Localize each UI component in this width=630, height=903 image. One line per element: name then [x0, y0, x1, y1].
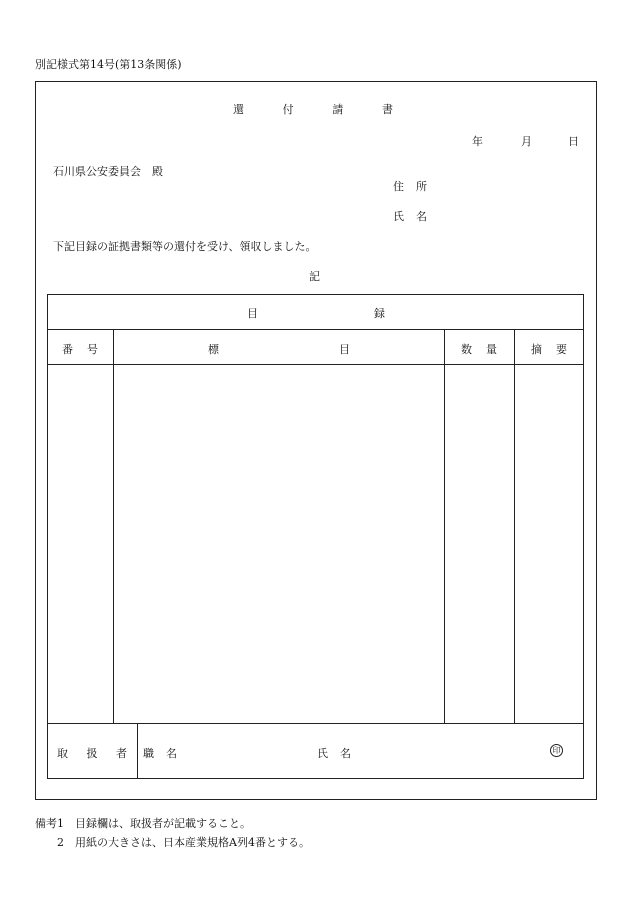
date-month: 月 [521, 135, 532, 148]
name-label [393, 208, 427, 224]
post-label-text-char: 名 [166, 747, 177, 760]
table-caption-text [247, 305, 385, 321]
inventory-table [47, 294, 584, 779]
form-title-text-char: 付 [282, 103, 294, 116]
column-item-text-char: 標 [208, 343, 219, 356]
handler-label [57, 745, 127, 761]
form-title-text-char: 請 [332, 103, 344, 116]
column-item-text [208, 341, 350, 357]
addressee: 石川県公安委員会 殿 [53, 165, 163, 178]
post-label-text [143, 745, 177, 761]
address-label [393, 178, 427, 194]
table-divider [47, 723, 584, 724]
receipt-statement: 下記目録の証拠書類等の還付を受け、領収しました。 [53, 240, 317, 253]
post-label-text-char: 職 [143, 747, 154, 760]
form-title-text [233, 101, 393, 117]
handler-name-label-text-char: 名 [340, 747, 351, 760]
column-header-quantity [461, 341, 497, 357]
form-header: 別記様式第14号(第13条関係) [35, 58, 182, 71]
date-day: 日 [568, 135, 579, 148]
form-title-text-char: 還 [233, 103, 244, 116]
form-title [233, 101, 393, 117]
address-label-text-char: 住 [393, 180, 404, 193]
column-remarks-text-char: 要 [556, 343, 567, 356]
column-quantity-text-char: 数 [461, 343, 472, 356]
column-header-number [62, 341, 98, 357]
column-header-item [208, 341, 350, 357]
note-1: 備考1 目録欄は、取扱者が記載すること。 [35, 817, 251, 830]
handler-name-label [317, 745, 351, 761]
column-number-text [62, 341, 98, 357]
column-divider [514, 329, 515, 723]
name-label-text [393, 208, 427, 224]
handler-name-label-text [317, 745, 351, 761]
name-label-text-char: 名 [416, 210, 427, 223]
address-label-text [393, 178, 427, 194]
column-remarks-text-char: 摘 [531, 343, 542, 356]
column-divider [137, 723, 138, 779]
address-label-text-char: 所 [416, 180, 427, 193]
column-remarks-text [531, 341, 567, 357]
column-number-text-char: 号 [87, 343, 98, 356]
handler-label-text-char: 者 [116, 747, 127, 760]
handler-label-text-char: 扱 [86, 747, 98, 760]
date-year: 年 [472, 135, 483, 148]
column-quantity-text-char: 量 [486, 343, 497, 356]
seal-mark: 印 [550, 744, 563, 757]
column-divider [113, 329, 114, 723]
table-divider [47, 329, 584, 330]
table-caption-text-char: 目 [247, 307, 258, 320]
post-label [143, 745, 177, 761]
column-item-text-char: 目 [339, 343, 350, 356]
table-caption-text-char: 録 [374, 307, 385, 320]
form-title-text-char: 書 [381, 103, 393, 116]
table-divider [47, 364, 584, 365]
table-caption [247, 305, 385, 321]
note-2: 2 用紙の大きさは、日本産業規格A列4番とする。 [57, 836, 310, 849]
name-label-text-char: 氏 [393, 210, 404, 223]
column-number-text-char: 番 [62, 343, 73, 356]
handler-label-text-char: 取 [57, 747, 68, 760]
handler-name-label-text-char: 氏 [317, 747, 328, 760]
column-divider [444, 329, 445, 723]
column-header-remarks [531, 341, 567, 357]
handler-label-text [57, 745, 127, 761]
ki-mark: 記 [309, 270, 320, 283]
column-quantity-text [461, 341, 497, 357]
